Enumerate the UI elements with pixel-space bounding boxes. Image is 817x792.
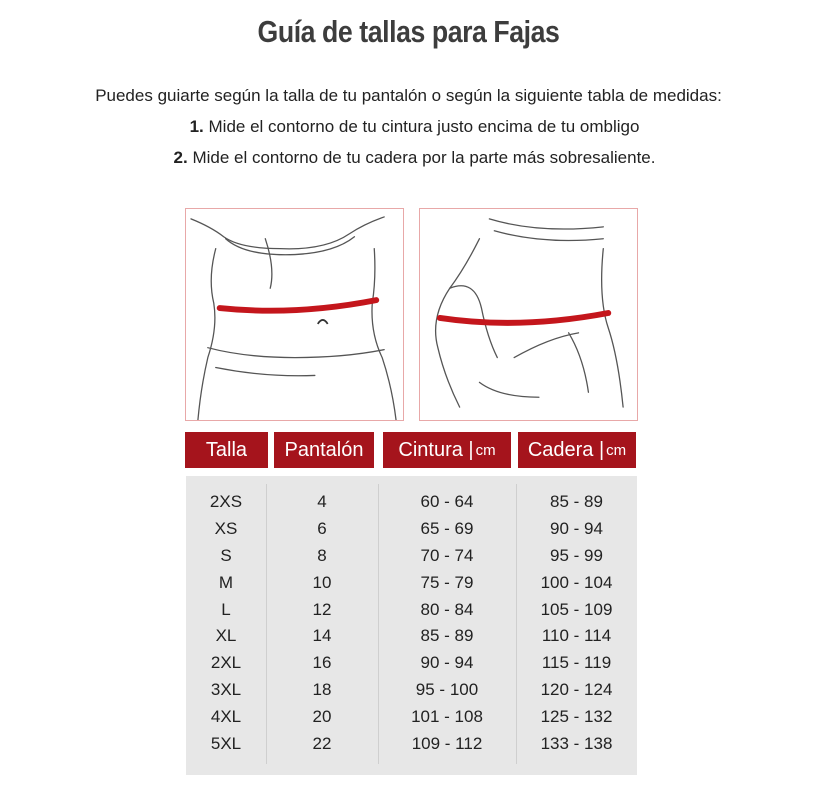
hip-figure-drawing bbox=[420, 209, 637, 420]
header-pantalon-label: Pantalón bbox=[284, 438, 364, 461]
pantalon-cell: 16 bbox=[312, 653, 332, 673]
table-row bbox=[186, 703, 637, 730]
header-pantalon bbox=[274, 432, 374, 468]
talla-cell: 2XL bbox=[210, 653, 242, 673]
cadera-cell: 133 - 138 bbox=[540, 733, 613, 753]
table-row bbox=[186, 623, 637, 650]
waist-figure-drawing bbox=[186, 209, 403, 420]
cadera-cell: 115 - 119 bbox=[541, 653, 612, 673]
header-cadera bbox=[518, 432, 636, 468]
talla-cell: 4XL bbox=[210, 706, 242, 726]
header-talla-label: Talla bbox=[205, 438, 248, 461]
size-table bbox=[186, 489, 637, 757]
pantalon-cell: 22 bbox=[312, 733, 332, 753]
table-row bbox=[186, 596, 637, 623]
table-row bbox=[186, 569, 637, 596]
talla-cell: S bbox=[220, 545, 232, 565]
pantalon-cell: 6 bbox=[317, 519, 327, 539]
cadera-cell: 85 - 89 bbox=[550, 492, 603, 512]
cadera-cell: 125 - 132 bbox=[540, 706, 613, 726]
header-cintura bbox=[383, 432, 511, 468]
header-talla bbox=[185, 432, 268, 468]
cadera-cell: 90 - 94 bbox=[550, 519, 603, 539]
pantalon-cell: 18 bbox=[312, 679, 332, 699]
pantalon-cell: 10 bbox=[312, 572, 332, 592]
step-1 bbox=[0, 117, 817, 137]
pantalon-cell: 8 bbox=[317, 545, 327, 565]
table-row bbox=[186, 650, 637, 677]
cintura-cell: 95 - 100 bbox=[415, 679, 479, 699]
hip-measure-illustration bbox=[419, 208, 638, 421]
talla-cell: 3XL bbox=[210, 679, 242, 699]
cintura-cell: 109 - 112 bbox=[411, 733, 483, 753]
cintura-cell: 80 - 84 bbox=[420, 599, 474, 619]
step-2-text: Mide el contorno de tu cadera por la parte más sobresaliente. bbox=[192, 148, 656, 167]
pantalon-cell: 4 bbox=[317, 492, 327, 512]
cintura-cell: 101 - 108 bbox=[411, 706, 483, 726]
table-row bbox=[186, 677, 637, 704]
step-2-number: 2. bbox=[173, 148, 188, 167]
step-1-number: 1. bbox=[189, 117, 204, 136]
header-cintura-label: Cintura | bbox=[398, 438, 474, 461]
intro-text: Puedes guiarte según la talla de tu pantalón o según la siguiente tabla de medidas: bbox=[95, 86, 722, 105]
talla-cell: 5XL bbox=[210, 733, 242, 753]
talla-cell: 2XS bbox=[209, 492, 243, 512]
cadera-cell: 120 - 124 bbox=[540, 679, 613, 699]
step-1-text: Mide el contorno de tu cintura justo encima de tu ombligo bbox=[208, 117, 640, 136]
talla-cell: XL bbox=[215, 626, 237, 646]
table-row bbox=[186, 730, 637, 757]
cadera-cell: 100 - 104 bbox=[540, 572, 613, 592]
talla-cell: XS bbox=[214, 519, 238, 539]
pantalon-cell: 20 bbox=[312, 706, 332, 726]
page-title: Guía de tallas para Fajas bbox=[257, 14, 560, 49]
cintura-cell: 60 - 64 bbox=[420, 492, 474, 512]
header-cadera-unit: cm bbox=[606, 441, 627, 459]
pantalon-cell: 14 bbox=[312, 626, 332, 646]
cintura-cell: 70 - 74 bbox=[420, 545, 474, 565]
talla-cell: L bbox=[221, 599, 231, 619]
waist-measure-illustration bbox=[185, 208, 404, 421]
cintura-cell: 85 - 89 bbox=[420, 626, 474, 646]
table-row bbox=[186, 489, 637, 516]
pantalon-cell: 12 bbox=[312, 599, 332, 619]
cintura-cell: 65 - 69 bbox=[420, 519, 474, 539]
talla-cell: M bbox=[218, 572, 234, 592]
header-cadera-label: Cadera | bbox=[527, 438, 605, 461]
step-2 bbox=[0, 148, 817, 168]
table-row bbox=[186, 516, 637, 543]
cadera-cell: 105 - 109 bbox=[540, 599, 613, 619]
cadera-cell: 95 - 99 bbox=[550, 545, 603, 565]
header-cintura-unit: cm bbox=[475, 441, 496, 459]
cintura-cell: 90 - 94 bbox=[420, 653, 474, 673]
cadera-cell: 110 - 114 bbox=[541, 626, 612, 646]
table-row bbox=[186, 543, 637, 570]
cintura-cell: 75 - 79 bbox=[420, 572, 474, 592]
